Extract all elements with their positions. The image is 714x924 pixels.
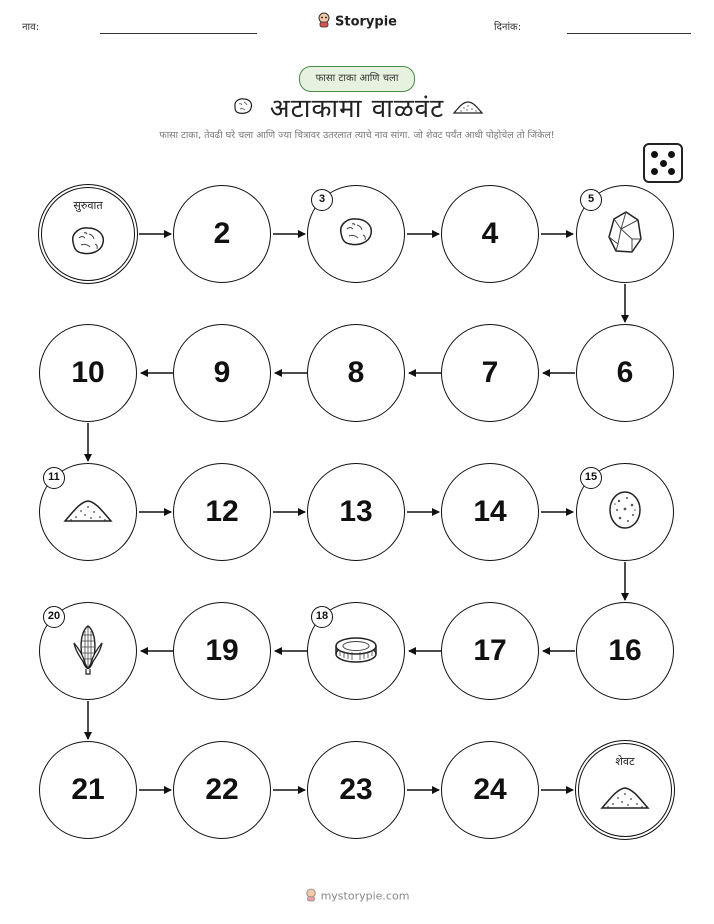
board-cell[interactable] — [441, 463, 539, 561]
board-cell[interactable] — [441, 602, 539, 700]
cell-number: 19 — [205, 634, 239, 667]
cell-number: 14 — [473, 495, 507, 528]
board-cell[interactable] — [39, 324, 137, 422]
cell-number-badge: 20 — [43, 606, 65, 628]
instructions: फासा टाका, तेवढी घरे चला आणि ज्या चित्रावर उतरलात त्याचे नाव सांगा. जो शेवट पर्यंत आधी पोहोचेल तो जिंकेल! — [159, 130, 555, 141]
cell-number: 24 — [473, 773, 507, 806]
cell-number-badge: 3 — [311, 189, 333, 211]
cell-number: 9 — [213, 356, 231, 389]
footer — [0, 888, 714, 905]
cell-number: 22 — [205, 773, 239, 806]
board-cell[interactable] — [576, 602, 674, 700]
cell-number: 10 — [71, 356, 105, 389]
date-label: दिनांक: — [494, 22, 522, 33]
cell-number: 6 — [616, 356, 634, 389]
cell-number: 7 — [481, 356, 499, 389]
crystal-rock-icon — [606, 209, 644, 259]
board-cell[interactable] — [173, 185, 271, 283]
board-cell[interactable] — [173, 463, 271, 561]
sand-pile-icon — [600, 783, 650, 815]
cell-number-badge: 15 — [580, 467, 602, 489]
cell-number: 12 — [205, 495, 239, 528]
board-cell[interactable] — [173, 602, 271, 700]
corn-icon — [71, 623, 105, 679]
board-cell[interactable] — [39, 741, 137, 839]
name-label: नाव: — [22, 22, 40, 33]
footer-site: mystorypie.com — [320, 889, 410, 903]
cell-number-badge: 11 — [43, 467, 65, 489]
porous-stone-icon — [607, 489, 643, 535]
cell-number: 17 — [473, 634, 507, 667]
board-cell[interactable] — [441, 741, 539, 839]
cell-number-badge: 5 — [580, 189, 602, 211]
sand-pile-icon — [63, 496, 113, 528]
board-cell[interactable] — [307, 741, 405, 839]
board-cell[interactable] — [441, 324, 539, 422]
rock-icon — [68, 224, 108, 262]
board-cell[interactable] — [576, 324, 674, 422]
board-cell[interactable] — [173, 324, 271, 422]
cell-number: 23 — [339, 773, 373, 806]
rock-icon — [336, 215, 376, 253]
mascot-icon — [305, 888, 317, 905]
cell-number: 13 — [339, 495, 373, 528]
cell-number: 16 — [608, 634, 642, 667]
brand-name: Storypie — [335, 14, 397, 30]
start-label: सुरुवात — [73, 199, 103, 212]
cell-number: 4 — [481, 217, 499, 250]
board-cell[interactable] — [307, 324, 405, 422]
cell-number: 2 — [213, 217, 231, 250]
cell-number: 21 — [71, 773, 105, 806]
page-title: अटाकामा वाळवंट — [269, 94, 445, 124]
end-label: शेवट — [615, 755, 635, 768]
cell-number: 8 — [347, 356, 365, 389]
board-cell[interactable] — [441, 185, 539, 283]
cell-number-badge: 18 — [311, 606, 333, 628]
board-cell[interactable] — [173, 741, 271, 839]
game-type-pill: फासा टाका आणि चला — [299, 66, 415, 92]
board-cell[interactable] — [307, 463, 405, 561]
coin-icon — [332, 632, 380, 670]
